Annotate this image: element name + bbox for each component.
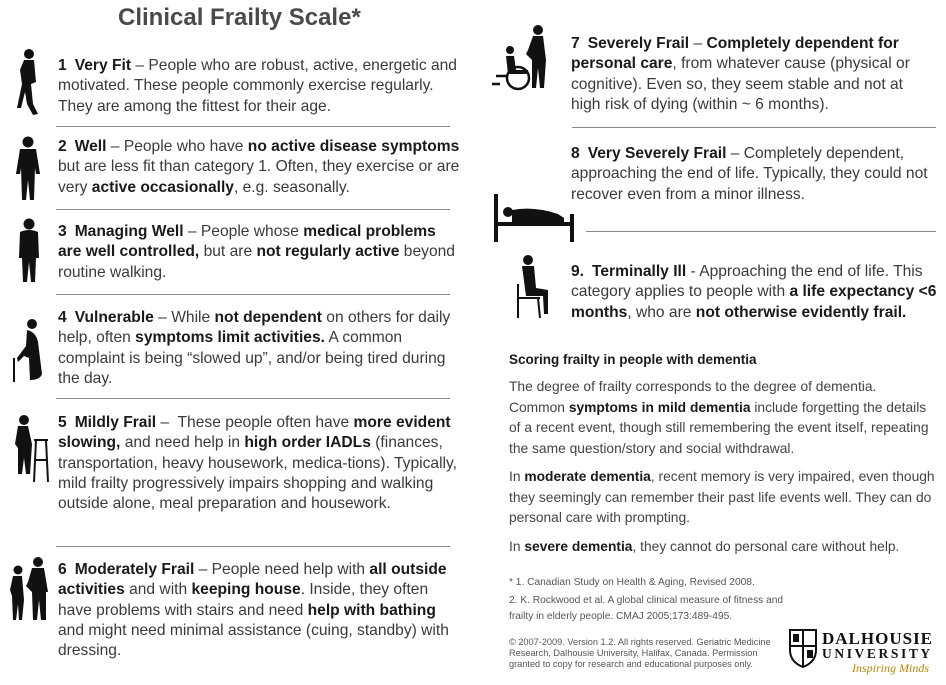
body-text: on others for daily help, often — [58, 309, 451, 347]
body-text: While — [171, 309, 215, 326]
emphasis-text: symptoms in mild dementia — [568, 399, 751, 415]
body-text: but are — [199, 243, 257, 261]
level-1-very-fit — [58, 56, 458, 117]
level-separator: – — [689, 35, 707, 52]
divider — [56, 209, 450, 210]
body-text: , who are — [627, 303, 696, 321]
level-name: Well — [74, 138, 107, 155]
emphasis-text: more evident slowing, — [58, 414, 451, 452]
body-text: People who have — [123, 138, 248, 155]
level-6-moderately-frail — [58, 560, 460, 661]
emphasis-text: all outside activities — [58, 561, 447, 599]
level-separator: – — [106, 138, 124, 155]
severely-frail-figure-icon — [488, 24, 552, 92]
level-name: Severely Frail — [587, 35, 690, 52]
level-name: Very Fit — [74, 57, 132, 74]
emphasis-text: keeping house — [191, 581, 301, 599]
level-number: 4 — [58, 309, 67, 326]
reference-2: 2. K. Rockwood et al. A global clinical measure of fitness and frailty in elderly people. CMAJ 2005;173:489-495. — [509, 595, 784, 622]
level-number: 8 — [571, 145, 580, 162]
emphasis-text: a life expectancy <6 months — [571, 283, 937, 321]
level-5-mildly-frail — [58, 413, 460, 514]
body-text: , e.g. seasonally. — [233, 178, 350, 196]
divider — [586, 231, 936, 232]
logo-tagline: Inspiring Minds — [852, 661, 930, 675]
emphasis-text: active occasionally — [91, 178, 234, 196]
well-figure-icon — [12, 136, 44, 204]
level-3-managing-well — [58, 222, 460, 283]
level-7-severely-frail — [571, 34, 931, 115]
very-severely-frail-figure-icon — [494, 192, 578, 244]
body-text: , from whatever cause (physical or cognitive). Even so, they seem stable and not at high risk of dying (within ~ 6 months). — [571, 55, 910, 113]
emphasis-text: Completely dependent for personal care — [571, 35, 899, 73]
level-8-very-severely-frail — [571, 144, 936, 205]
body-text: People who are robust, active, energetic and motivated. These people commonly exercise regularly. They are among the fittest for their age. — [58, 57, 457, 115]
level-number: 3 — [58, 223, 67, 240]
level-separator: - — [686, 263, 700, 280]
emphasis-text: moderate dementia — [524, 469, 651, 484]
body-text: . Inside, they often have problems with stairs and need — [58, 581, 429, 619]
divider — [56, 546, 450, 547]
emphasis-text: help with bathing — [307, 601, 436, 619]
body-text: and need help in — [120, 434, 245, 452]
level-separator: – — [194, 561, 212, 578]
terminally-ill-figure-icon — [512, 254, 556, 320]
body-text: beyond routine walking. — [58, 243, 455, 281]
divider — [56, 294, 450, 295]
body-text: Completely dependent, approaching the end of life. Typically, they could not recover even from a minor illness. — [571, 145, 928, 203]
dementia-heading: Scoring frailty in people with dementia — [509, 352, 757, 367]
body-text: A common complaint is being “slowed up”, and/or being tired during the day. — [58, 329, 446, 387]
body-text: These people often have — [177, 414, 354, 431]
body-text: , recent memory is very impaired, even though they seemingly can remember their past life events well. They can do personal care with prompting. — [509, 469, 935, 525]
level-number: 7 — [571, 35, 580, 52]
copyright-notice: © 2007-2009. Version 1.2. All rights reserved. Geriatric Medicine Research, Dalhousie University, Halifax, Canada. Permission granted to copy for research and educational purposes only. — [509, 637, 771, 669]
emphasis-text: high order IADLs — [244, 434, 371, 452]
dementia-para-moderate — [509, 467, 935, 529]
emphasis-text: not regularly active — [256, 243, 400, 261]
divider — [56, 126, 450, 127]
emphasis-text: not otherwise evidently frail. — [695, 303, 907, 321]
emphasis-text: no active disease symptoms — [247, 138, 460, 155]
vulnerable-figure-icon — [10, 318, 48, 384]
emphasis-text: severe dementia — [524, 539, 633, 554]
level-name: Moderately Frail — [74, 561, 195, 578]
level-4-vulnerable — [58, 308, 460, 389]
logo-line-1: DALHOUSIE — [822, 629, 934, 648]
level-name: Vulnerable — [74, 309, 154, 326]
body-text: The degree of frailty corresponds to the degree of dementia. Common — [509, 379, 877, 415]
level-number: 2 — [58, 138, 67, 155]
emphasis-text: not dependent — [214, 309, 322, 326]
divider — [572, 127, 936, 128]
level-number: 5 — [58, 414, 67, 431]
body-text: include forgetting the details of a recent event, though still remembering the event itself, repeating the same question/story and social withdrawal. — [509, 399, 929, 456]
body-text: People need help with — [211, 561, 370, 578]
level-name: Mildly Frail — [74, 414, 157, 431]
body-text: In — [509, 469, 525, 484]
level-separator: – — [131, 57, 149, 74]
page-title: Clinical Frailty Scale* — [118, 4, 361, 31]
very-fit-figure-icon — [14, 48, 42, 118]
level-separator: – — [153, 309, 172, 326]
level-name: Managing Well — [74, 223, 184, 240]
mildly-frail-figure-icon — [10, 414, 50, 484]
dementia-para-severe — [509, 537, 935, 558]
level-separator: – — [726, 145, 744, 162]
logo-line-2: UNIVERSITY — [822, 646, 933, 661]
level-number: 9. — [571, 263, 585, 280]
level-2-well — [58, 137, 460, 198]
body-text: , they cannot do personal care without help. — [632, 539, 900, 554]
body-text: In — [509, 539, 525, 554]
dementia-para-mild — [509, 377, 935, 459]
crest-icon — [788, 628, 818, 668]
emphasis-text: symptoms limit activities. — [135, 329, 325, 347]
level-9-terminally-ill — [571, 262, 945, 323]
level-number: 1 — [58, 57, 67, 74]
body-text: but are less fit than category 1. Often, they exercise or are very — [58, 158, 460, 196]
body-text: Approaching the end of life. This category applies to people with — [571, 263, 923, 301]
dalhousie-logo — [788, 628, 936, 676]
divider — [56, 398, 450, 399]
reference-1: * 1. Canadian Study on Health & Aging, Revised 2008. — [509, 577, 755, 588]
moderately-frail-figure-icon — [6, 556, 52, 626]
level-name: Terminally Ill — [592, 263, 687, 280]
managing-well-figure-icon — [14, 218, 44, 286]
emphasis-text: medical problems are well controlled, — [58, 223, 436, 261]
body-text: People whose — [200, 223, 304, 240]
body-text: and might need minimal assistance (cuing, standby) with dressing. — [58, 621, 449, 660]
level-number: 6 — [58, 561, 67, 578]
level-separator: – — [183, 223, 201, 240]
level-separator: – — [156, 414, 178, 431]
body-text: (finances, transportation, heavy housework, medica-tions). Typically, mild frailty progressively impairs shopping and walking outside alone, meal preparation and housework. — [58, 434, 457, 513]
level-name: Very Severely Frail — [587, 145, 727, 162]
body-text: and with — [124, 581, 192, 599]
